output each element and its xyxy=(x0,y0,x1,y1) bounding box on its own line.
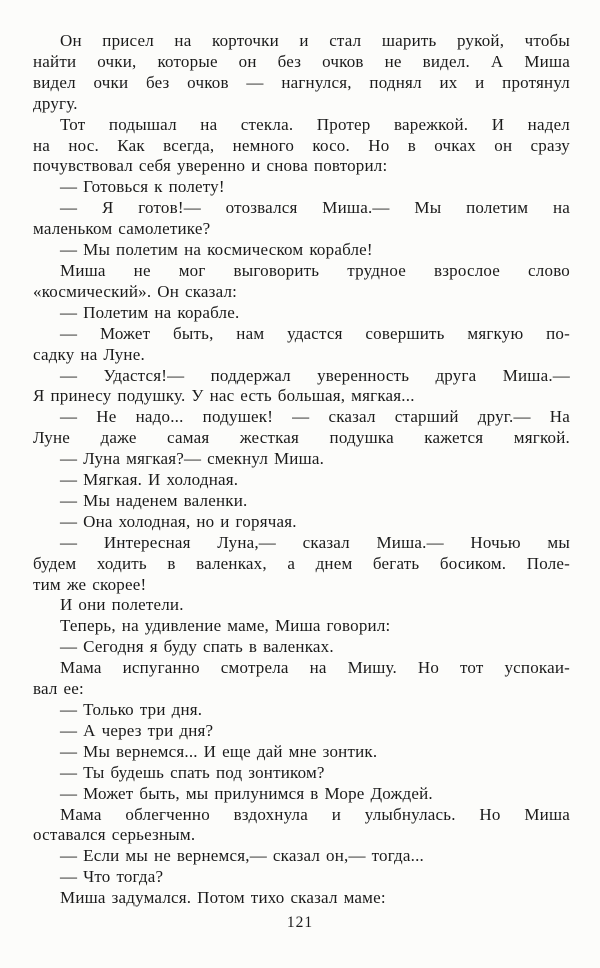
text-line: — Мы полетим на космическом корабле! xyxy=(60,240,373,260)
text-line: «космический». Он сказал: xyxy=(33,281,238,301)
text-line: — Что тогда? xyxy=(60,867,164,887)
text-line: Миша задумался. Потом тихо сказал маме: xyxy=(60,888,386,908)
text-line: — А через три дня? xyxy=(60,720,214,740)
text-line: — Мягкая. И холодная. xyxy=(60,470,239,490)
text-line: — Интересная Луна,— сказал Миша.— Ночью мы xyxy=(60,532,570,552)
text-line: почувствовал себя уверенно и снова повторил: xyxy=(33,156,388,176)
text-line: будем ходить в валенках, а днем бегать босиком. Поле- xyxy=(33,553,570,573)
page-text xyxy=(33,31,570,909)
text-line: Я принесу подушку. У нас есть большая, мягкая... xyxy=(33,386,415,406)
text-line: тим же скорее! xyxy=(33,574,147,594)
text-line: — Луна мягкая?— смекнул Миша. xyxy=(60,449,325,469)
text-line: — Только три дня. xyxy=(60,700,203,719)
text-line: Теперь, на удивление маме, Миша говорил: xyxy=(60,616,391,636)
text-line: другу. xyxy=(33,93,78,113)
text-line: — Полетим на корабле. xyxy=(60,302,240,322)
text-line: — Мы вернемся... И еще дай мне зонтик. xyxy=(60,741,378,761)
text-line: — Готовься к полету! xyxy=(60,177,225,197)
text-line: садку на Луне. xyxy=(33,344,145,364)
text-line: вал ее: xyxy=(33,679,84,699)
text-line: — Мы наденем валенки. xyxy=(60,490,248,510)
text-line: — Не надо... подушек! — сказал старший друг.— На xyxy=(60,407,570,427)
text-line: Миша не мог выговорить трудное взрослое слово xyxy=(60,260,570,280)
text-line: найти очки, которые он без очков не видел. А Миша xyxy=(33,51,570,71)
text-line: — Ты будешь спать под зонтиком? xyxy=(60,762,325,782)
text-line: — Она холодная, но и горячая. xyxy=(60,511,297,531)
text-line: Мама испуганно смотрела на Мишу. Но тот успокаи- xyxy=(60,658,570,678)
text-line: — Если мы не вернемся,— сказал он,— тогда... xyxy=(60,846,424,866)
text-line: маленьком самолетике? xyxy=(33,219,211,239)
text-line: — Удастся!— поддержал уверенность друга Миша.— xyxy=(60,365,570,385)
text-line: на нос. Как всегда, немного косо. Но в очках он сразу xyxy=(33,135,570,155)
text-line: оставался серьезным. xyxy=(33,825,196,845)
text-line: — Я готов!— отозвался Миша.— Мы полетим на xyxy=(60,198,570,218)
page-number: 121 xyxy=(286,914,314,931)
text-line: Мама облегченно вздохнула и улыбнулась. Но Миша xyxy=(60,804,570,824)
text-line: видел очки без очков — нагнулся, поднял их и протянул xyxy=(33,72,570,92)
text-line: И они полетели. xyxy=(60,595,184,615)
text-line: — Может быть, нам удастся совершить мягкую по- xyxy=(60,323,570,343)
text-line: Он присел на корточки и стал шарить рукой, чтобы xyxy=(60,31,570,50)
text-line: Луне даже самая жесткая подушка кажется мягкой. xyxy=(33,428,570,448)
text-line: Тот подышал на стекла. Протер варежкой. И надел xyxy=(60,114,570,134)
text-line: — Может быть, мы прилунимся в Море Дождей. xyxy=(60,783,433,803)
text-line: — Сегодня я буду спать в валенках. xyxy=(60,637,334,657)
